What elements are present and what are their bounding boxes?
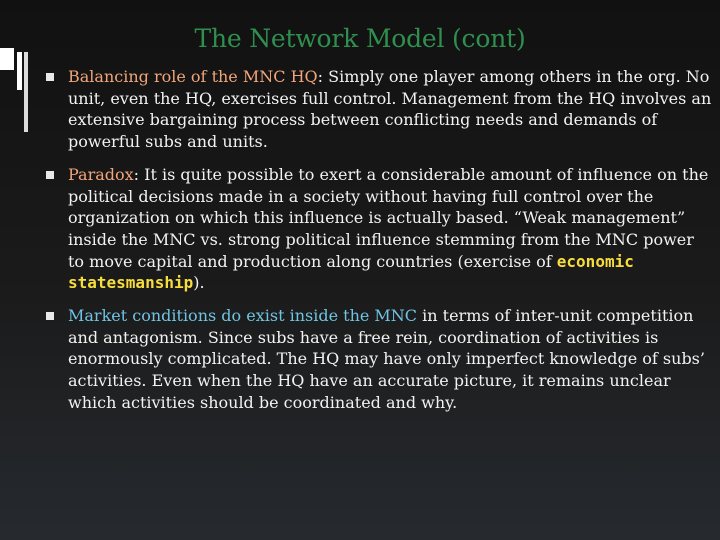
decorative-bar <box>17 52 22 90</box>
bullet-list <box>46 66 714 425</box>
decorative-bar <box>24 52 28 132</box>
slide-title: The Network Model (cont) <box>194 24 526 53</box>
bullet-item <box>46 66 714 153</box>
bullet-emphasis: economic statesmanship <box>68 251 634 293</box>
bullet-square-icon <box>46 171 54 179</box>
bullet-square-icon <box>46 312 54 320</box>
bullet-item <box>46 305 714 414</box>
bullet-highlight: Balancing role of the MNC HQ <box>68 67 318 86</box>
bullet-tail: ). <box>193 273 205 293</box>
bullet-highlight: Paradox <box>68 164 134 184</box>
bullet-text: in terms of inter-unit competition and antagonism. Since subs have a free rein, coordination of activities is enormously complicated. The HQ may have only imperfect knowledge of subs’ activities. Even when the HQ have an accurate picture, it remains unclear which activities should be coordinated and why. <box>68 306 705 412</box>
bullet-text: : Simply one player among others in the org. No unit, even the HQ, exercises full control. Management from the HQ involves an extensive bargaining process between conflicting needs and demands of powerful subs and units. <box>68 67 712 152</box>
bullet-square-icon <box>46 73 54 81</box>
bullet-item <box>46 164 714 294</box>
bullet-highlight: Market conditions do exist inside the MNC <box>68 306 418 326</box>
bullet-text: : It is quite possible to exert a considerable amount of influence on the political decisions made in a society without having full control over the organization on which this influence is actually based. “Weak management” inside the MNC vs. strong political influence stemming from the MNC power to move capital and production along countries (exercise of <box>68 164 709 271</box>
